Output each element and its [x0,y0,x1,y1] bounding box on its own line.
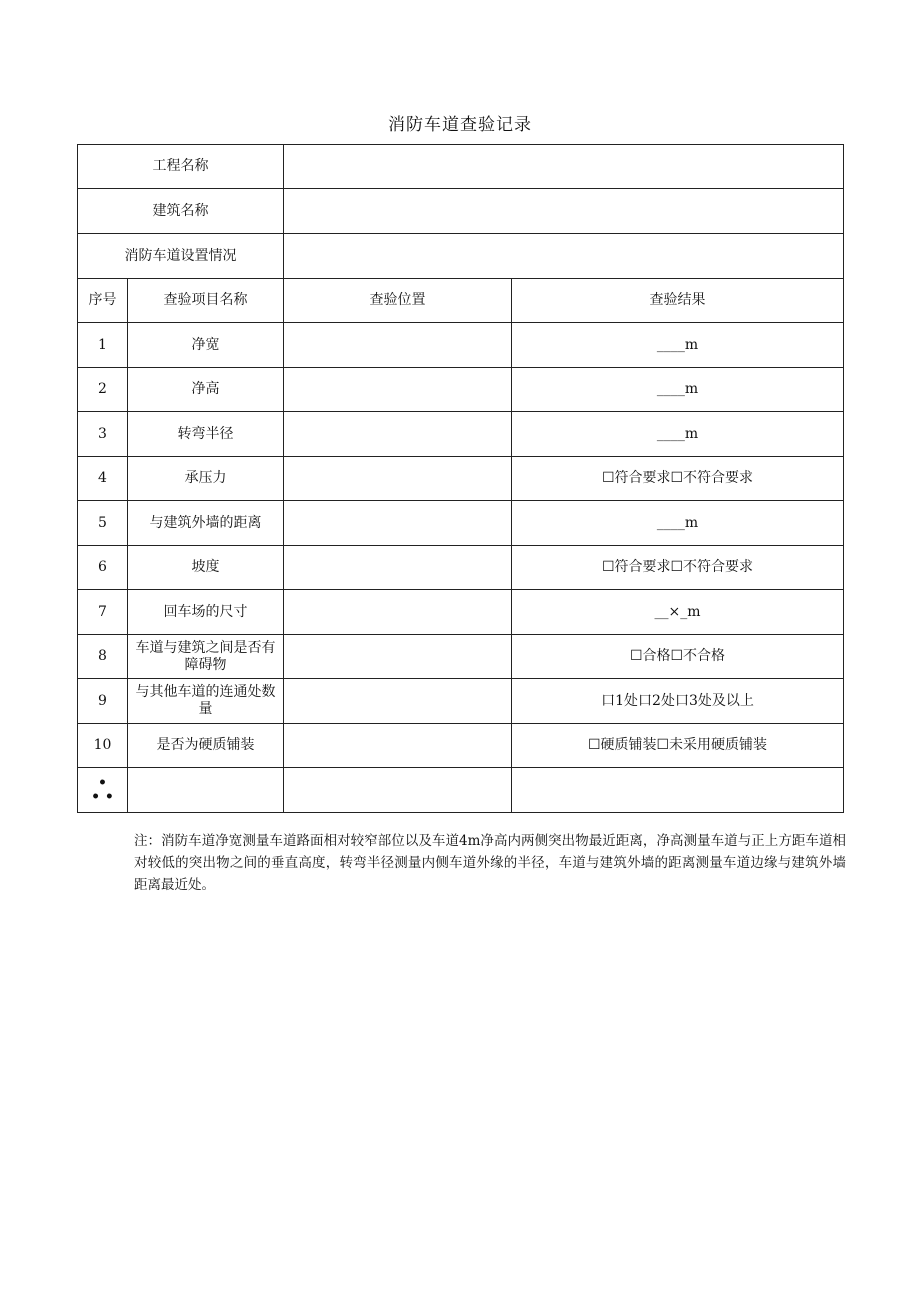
row-no: 8 [78,635,128,679]
row-result[interactable]: ____m [512,368,844,412]
row-no: 7 [78,590,128,635]
column-header-result: 查验结果 [512,279,844,323]
building-name-label: 建筑名称 [78,189,284,234]
column-header-no: 序号 [78,279,128,323]
row-no: 10 [78,724,128,768]
ellipsis-cell [78,768,128,813]
row-location[interactable] [284,501,512,546]
row-no: 6 [78,546,128,590]
row-item: 回车场的尺寸 [128,590,284,635]
row-result[interactable]: ____m [512,501,844,546]
table-row [78,679,844,724]
column-header-item: 查验项目名称 [128,279,284,323]
row-no: 2 [78,368,128,412]
header-row-project [78,145,844,189]
row-location[interactable] [284,590,512,635]
row-no: 5 [78,501,128,546]
footnote: 注：消防车道净宽测量车道路面相对较窄部位以及车道4m净高内两侧突出物最近距离，净高测量车道与正上方距车道相对较低的突出物之间的垂直高度，转弯半径测量内侧车道外缘的半径，车道与建筑外墙的距离测量车道边缘与建筑外墙距离最近处。 [134,833,846,893]
column-header-location: 查验位置 [284,279,512,323]
table-row [78,323,844,368]
row-result[interactable]: 口1处口2处口3处及以上 [512,679,844,724]
row-item: 与其他车道的连通处数量 [128,679,284,724]
row-result[interactable] [512,768,844,813]
row-location[interactable] [284,768,512,813]
row-result[interactable]: __×_m [512,590,844,635]
setup-status-value[interactable] [284,234,844,279]
row-location[interactable] [284,679,512,724]
table-row [78,368,844,412]
row-item: 车道与建筑之间是否有障碍物 [128,635,284,679]
row-result[interactable]: ____m [512,412,844,457]
row-no: 1 [78,323,128,368]
table-row [78,546,844,590]
header-row-setup [78,234,844,279]
table-row [78,724,844,768]
ellipsis-dot-bottom: • • [91,789,114,805]
table-row [78,501,844,546]
row-location[interactable] [284,724,512,768]
row-no: 9 [78,679,128,724]
project-name-label: 工程名称 [78,145,284,189]
ellipsis-row [78,768,844,813]
inspection-form-table [77,144,844,813]
row-item: 转弯半径 [128,412,284,457]
row-item: 净宽 [128,323,284,368]
row-result[interactable]: ____m [512,323,844,368]
table-row [78,590,844,635]
row-item: 是否为硬质铺装 [128,724,284,768]
row-no: 4 [78,457,128,501]
table-row [78,635,844,679]
row-location[interactable] [284,412,512,457]
row-result[interactable]: ☐符合要求☐不符合要求 [512,457,844,501]
building-name-value[interactable] [284,189,844,234]
row-no: 3 [78,412,128,457]
header-row-building [78,189,844,234]
row-location[interactable] [284,635,512,679]
setup-status-label: 消防车道设置情况 [78,234,284,279]
row-item: 与建筑外墙的距离 [128,501,284,546]
row-item: 承压力 [128,457,284,501]
column-header-row [78,279,844,323]
table-row [78,412,844,457]
document-title: 消防车道查验记录 [388,115,532,135]
row-location[interactable] [284,368,512,412]
project-name-value[interactable] [284,145,844,189]
row-result[interactable]: ☐硬质铺装☐未采用硬质铺装 [512,724,844,768]
row-item: 净高 [128,368,284,412]
row-item[interactable] [128,768,284,813]
row-item: 坡度 [128,546,284,590]
row-result[interactable]: ☐符合要求☐不符合要求 [512,546,844,590]
table-row [78,457,844,501]
row-location[interactable] [284,457,512,501]
row-location[interactable] [284,323,512,368]
row-location[interactable] [284,546,512,590]
ellipsis-dot-top: • [98,775,107,791]
row-result[interactable]: ☐合格☐不合格 [512,635,844,679]
